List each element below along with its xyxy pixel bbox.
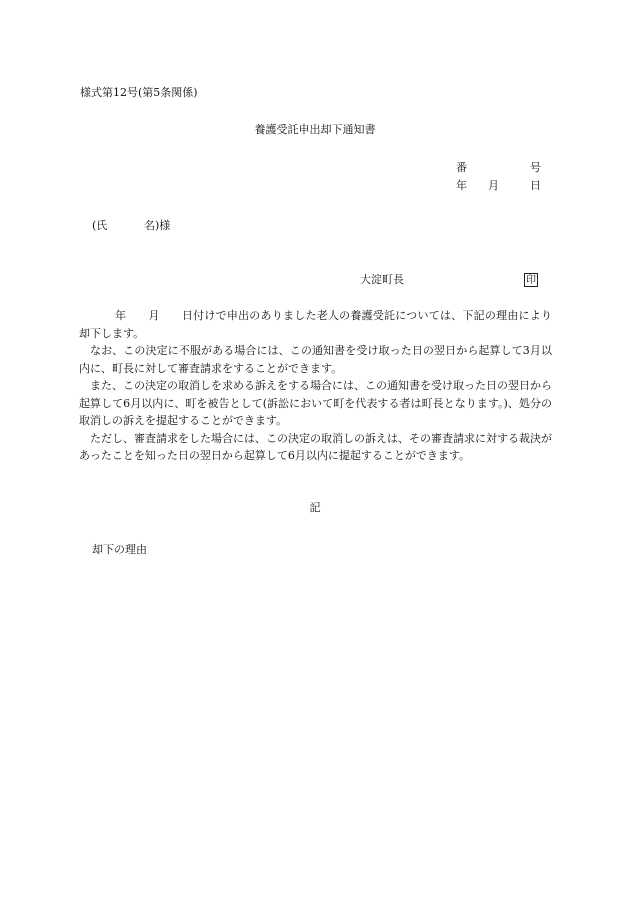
issue-number-date (456, 159, 542, 195)
rejection-reason-label: 却下の理由 (92, 543, 147, 556)
body-month-label: 月 (148, 309, 160, 322)
document-title: 養護受託申出却下通知書 (254, 123, 376, 136)
form-number: 様式第12号(第5条関係) (80, 86, 198, 99)
date-year-label: 年 (456, 179, 467, 192)
body-paragraph-2: なお、この決定に不服がある場合には、この通知書を受け取った日の翌日から起算して3月以内に、町長に対して審査請求をすることができます。 (79, 344, 552, 375)
addressee-name-close: 名)様 (144, 219, 171, 232)
addressee-name-open: (氏 (92, 219, 108, 232)
ki-heading: 記 (309, 501, 321, 514)
notice-body (79, 307, 552, 465)
issuer-name: 大淀町長 (360, 273, 404, 286)
date-day-label: 日 (530, 179, 541, 192)
issuer (360, 272, 538, 287)
body-paragraph-4: ただし、審査請求をした場合には、この決定の取消しの訴えは、その審査請求に対する裁決があったことを知った日の翌日から起算して6月以内に提起することができます。 (79, 431, 552, 462)
seal-stamp-icon: 印 (526, 274, 536, 286)
body-paragraph-1 (79, 307, 552, 342)
issue-date-row (456, 177, 542, 195)
number-label-ban: 番 (456, 161, 467, 174)
date-month-label: 月 (488, 179, 499, 192)
body-year-label: 年 (115, 309, 127, 322)
document-number-row (456, 159, 542, 177)
body-paragraph-3: また、この決定の取消しを求める訴えをする場合には、この通知書を受け取った日の翌日から起算して6月以内に、町を被告として(訴訟において町を代表する者は町長となります。)、処分の取消しの訴えを提起することができます。 (79, 379, 552, 427)
number-label-go: 号 (530, 161, 541, 174)
addressee (92, 218, 170, 233)
body-paragraph-1-text: 日付けで申出のありました老人の養護受託については、下記の理由により却下します。 (79, 309, 553, 340)
